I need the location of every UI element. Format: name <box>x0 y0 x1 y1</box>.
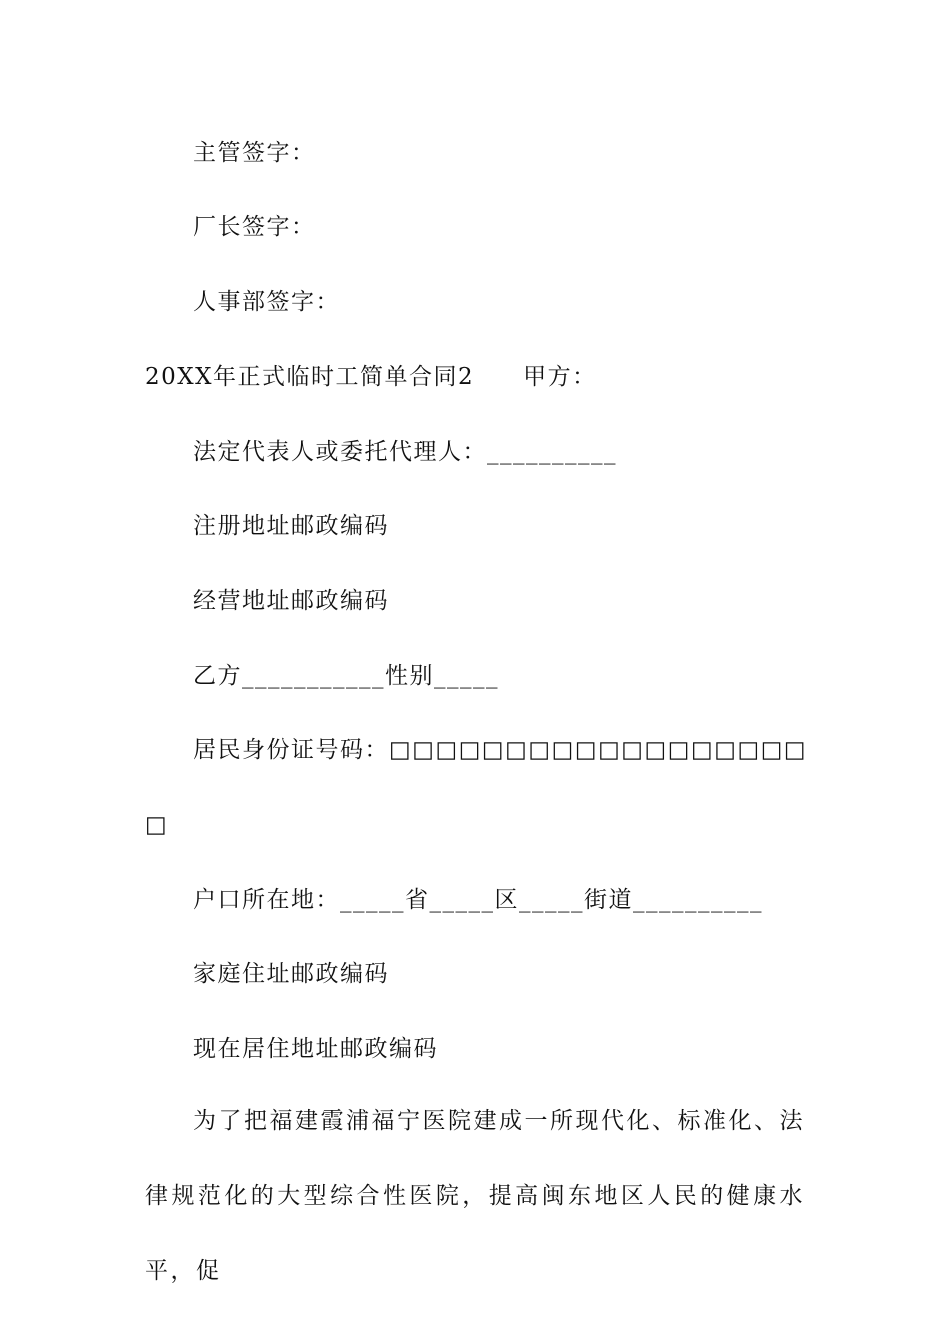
id-number-continuation: □ <box>145 812 169 838</box>
registered-address-line: 注册地址邮政编码 <box>193 513 389 539</box>
household-registration-line: 户口所在地：_____省_____区_____街道__________ <box>193 887 763 913</box>
body-paragraph: 为了把福建霞浦福宁医院建成一所现代化、标准化、法律规范化的大型综合性医院，提高闽东地区人民的健康水平，促 <box>145 1108 805 1284</box>
contract-title-party-a: 20XX年正式临时工简单合同2 甲方： <box>145 364 597 390</box>
id-number-line: 居民身份证号码：□□□□□□□□□□□□□□□□□□ <box>193 737 808 763</box>
legal-representative-line: 法定代表人或委托代理人：__________ <box>193 439 617 465</box>
business-address-line: 经营地址邮政编码 <box>193 588 389 614</box>
supervisor-signature-line: 主管签字： <box>193 140 316 166</box>
factory-director-signature-line: 厂长签字： <box>193 214 316 240</box>
home-address-line: 家庭住址邮政编码 <box>193 961 389 987</box>
hr-signature-line: 人事部签字： <box>193 289 340 315</box>
party-b-gender-line: 乙方___________性别_____ <box>193 663 499 689</box>
current-address-line: 现在居住地址邮政编码 <box>193 1036 438 1062</box>
